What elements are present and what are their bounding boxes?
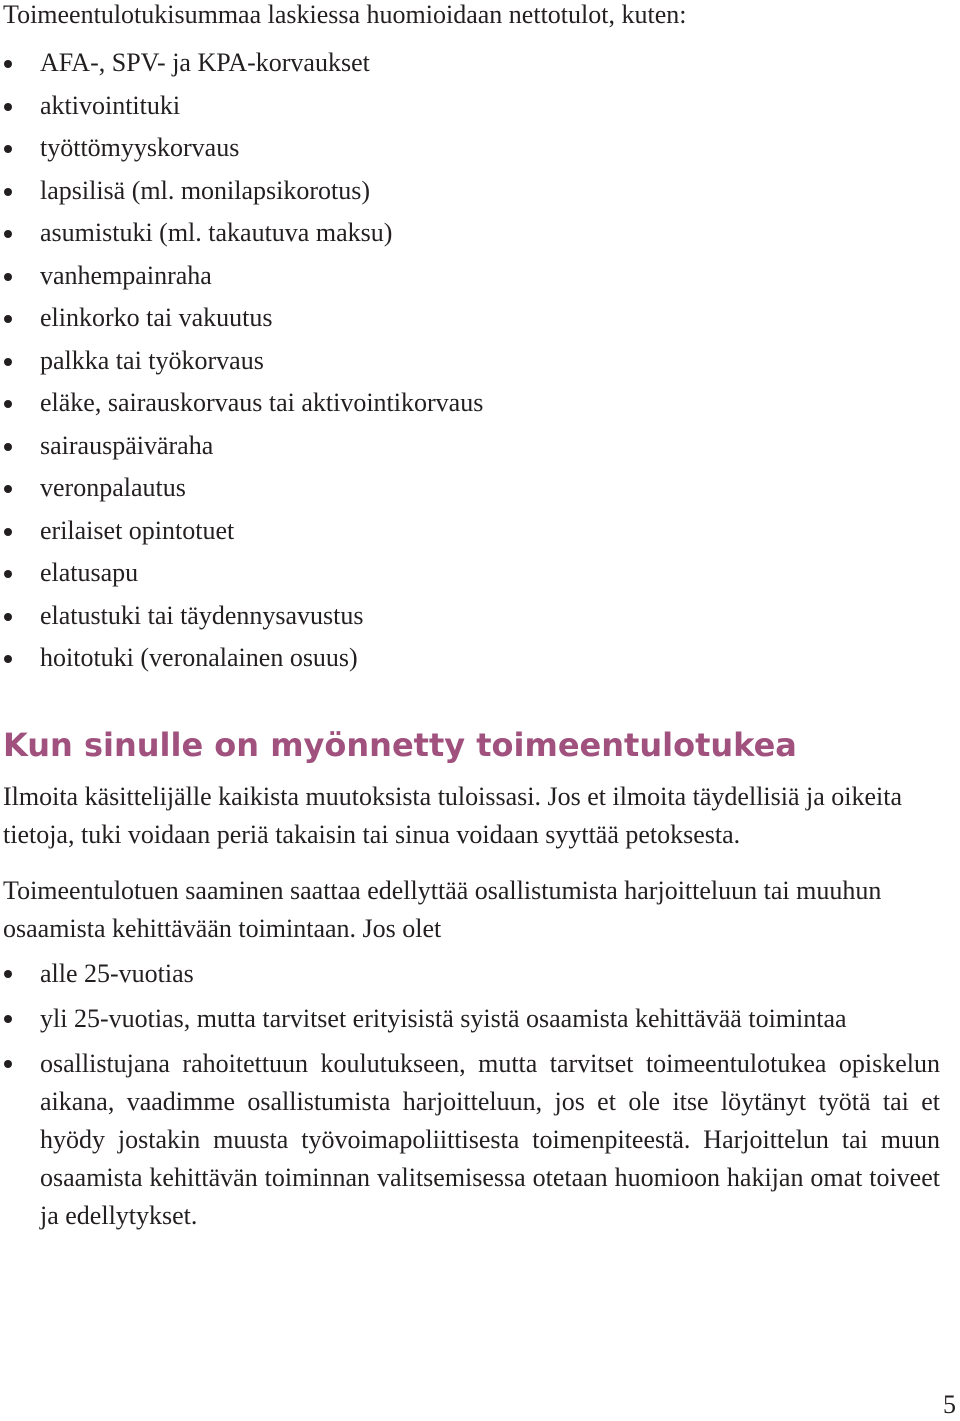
list-item: sairauspäiväraha <box>0 425 483 468</box>
list-item: elatusapu <box>0 552 483 595</box>
list-item: aktivointituki <box>0 85 483 128</box>
list-item: palkka tai työkorvaus <box>0 340 483 383</box>
list-item: elatustuki tai täydennysavustus <box>0 595 483 638</box>
list-item: eläke, sairauskorvaus tai aktivointikorvaus <box>0 382 483 425</box>
list-item: asumistuki (ml. takautuva maksu) <box>0 212 483 255</box>
list-item: osallistujana rahoitettuun koulutukseen, mutta tarvitset toimeentulotukea opiskelun aikana, vaadimme osallistumista harjoitteluun, jos et ole itse löytänyt työtä tai et hyödy jostakin muusta työvoimapoliittisesta toimenpiteestä. Harjoittelun tai muun osaamista kehittävän toiminnan valitsemisessa otetaan huomioon hakijan omat toiveet ja edellytykset. <box>0 1045 940 1235</box>
list-item: AFA-, SPV- ja KPA-korvaukset <box>0 42 483 85</box>
paragraph-training-requirement: Toimeentulotuen saaminen saattaa edellyttää osallistumista harjoitteluun tai muuhun osaamista kehittävään toimintaan. Jos olet <box>3 876 882 943</box>
list-item: veronpalautus <box>0 467 483 510</box>
list-item: hoitotuki (veronalainen osuus) <box>0 637 483 680</box>
intro-text: Toimeentulotukisummaa laskiessa huomioidaan nettotulot, kuten: <box>3 0 687 29</box>
list-item: elinkorko tai vakuutus <box>0 297 483 340</box>
paragraph-report-changes: Ilmoita käsittelijälle kaikista muutoksista tuloissasi. Jos et ilmoita täydellisiä ja oikeita tietoja, tuki voidaan periä takaisin tai sinua voidaan syyttää petoksesta. <box>3 782 903 849</box>
list-item: työttömyyskorvaus <box>0 127 483 170</box>
list-item: erilaiset opintotuet <box>0 510 483 553</box>
page-number: 5 <box>943 1390 956 1419</box>
section-heading: Kun sinulle on myönnetty toimeentulotukea <box>3 726 797 764</box>
conditions-list <box>0 955 940 1242</box>
list-item: lapsilisä (ml. monilapsikorotus) <box>0 170 483 213</box>
list-item: vanhempainraha <box>0 255 483 298</box>
income-list <box>0 42 483 680</box>
list-item: alle 25-vuotias <box>0 955 940 993</box>
list-item: yli 25-vuotias, mutta tarvitset erityisistä syistä osaamista kehittävää toimintaa <box>0 1000 940 1038</box>
